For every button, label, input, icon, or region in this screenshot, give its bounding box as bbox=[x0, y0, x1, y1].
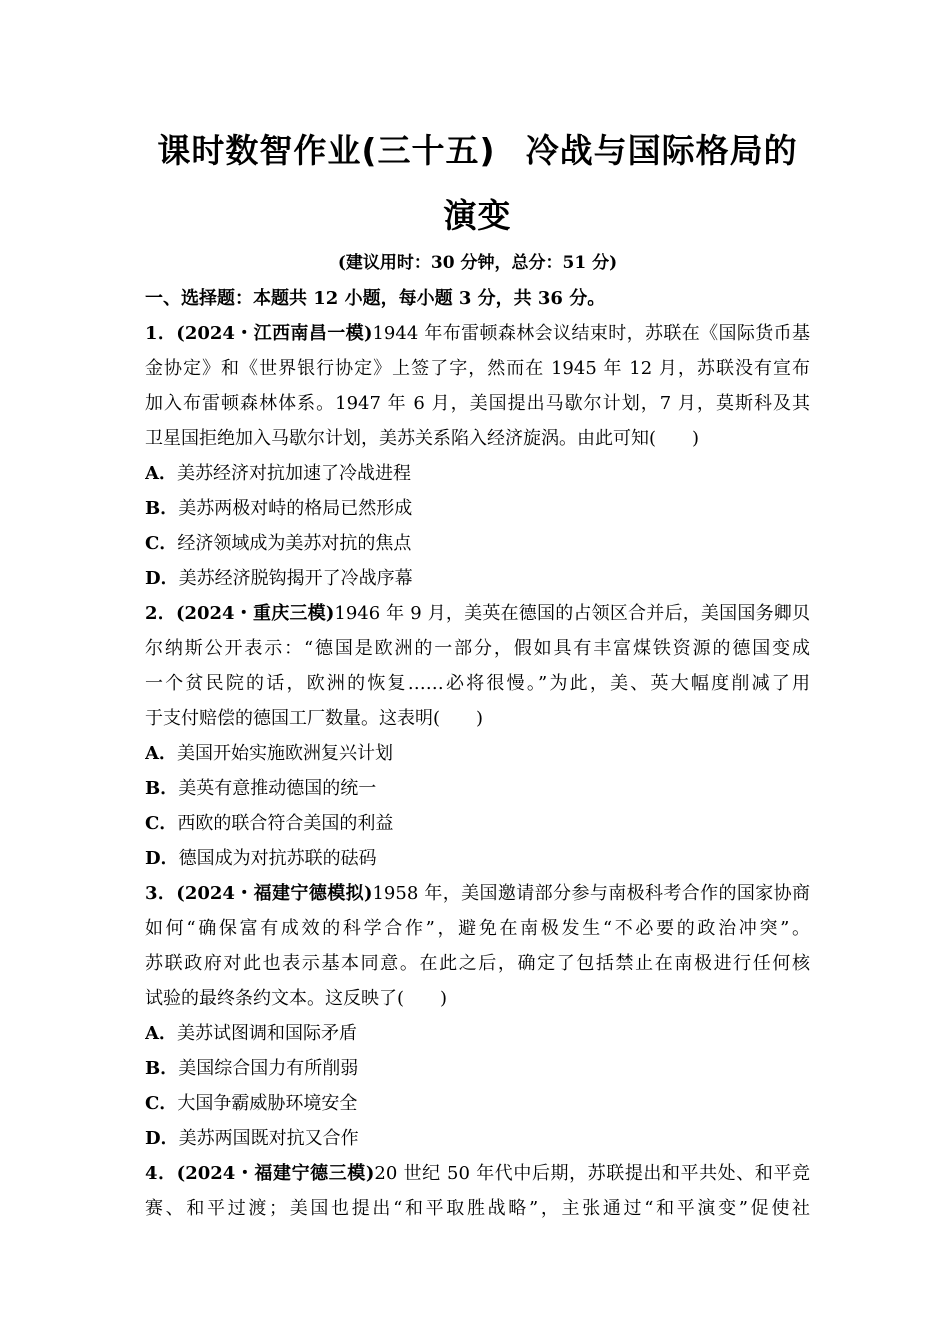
option-b[interactable]: B．美苏两极对峙的格局已然形成 bbox=[145, 498, 413, 519]
question-line: 加入布雷顿森林体系。1947 年 6 月，美国提出马歇尔计划，7 月，莫斯科及其 bbox=[145, 393, 810, 414]
option-c[interactable]: C．大国争霸威胁环境安全 bbox=[145, 1093, 358, 1114]
question-line: 卫星国拒绝加入马歇尔计划，美苏关系陷入经济旋涡。由此可知( ) bbox=[145, 428, 700, 449]
option-c[interactable]: C．西欧的联合符合美国的利益 bbox=[145, 813, 394, 834]
question-line: 金协定》和《世界银行协定》上签了字，然而在 1945 年 12 月，苏联没有宣布 bbox=[145, 358, 810, 379]
option-a[interactable]: A．美苏试图调和国际矛盾 bbox=[145, 1023, 357, 1044]
option-b[interactable]: B．美英有意推动德国的统一 bbox=[145, 778, 377, 799]
exercise-content bbox=[145, 281, 810, 1226]
question-line: 2．(2024・重庆三模)1946 年 9 月，美英在德国的占领区合并后，美国国务卿贝 bbox=[145, 603, 810, 624]
question-source: (2024・福建宁德三模) bbox=[176, 1163, 375, 1184]
option-c[interactable]: C．经济领域成为美苏对抗的焦点 bbox=[145, 533, 412, 554]
question-source: (2024・江西南昌一模) bbox=[176, 323, 373, 344]
option-d[interactable]: D．美苏经济脱钩揭开了冷战序幕 bbox=[145, 568, 413, 589]
page-title bbox=[145, 125, 810, 172]
question-line: 3．(2024・福建宁德模拟)1958 年，美国邀请部分参与南极科考合作的国家协商 bbox=[145, 883, 810, 904]
question-line: 试验的最终条约文本。这反映了( ) bbox=[145, 988, 448, 1009]
page-title-continued: 演变 bbox=[443, 196, 512, 235]
title-main: 课时数智作业(三十五) bbox=[157, 131, 496, 170]
question-4 bbox=[145, 1156, 810, 1226]
option-a[interactable]: A．美苏经济对抗加速了冷战进程 bbox=[145, 463, 411, 484]
section-heading: 一、选择题：本题共 12 小题，每小题 3 分，共 36 分。 bbox=[145, 288, 606, 309]
option-d[interactable]: D．美苏两国既对抗又合作 bbox=[145, 1128, 359, 1149]
question-source: (2024・福建宁德模拟) bbox=[176, 883, 373, 904]
question-line: 一个贫民院的话，欧洲的恢复……必将很慢。”为此，美、英大幅度削减了用 bbox=[145, 673, 810, 694]
question-line: 于支付赔偿的德国工厂数量。这表明( ) bbox=[145, 708, 484, 729]
question-3 bbox=[145, 876, 810, 1156]
option-d[interactable]: D．德国成为对抗苏联的砝码 bbox=[145, 848, 377, 869]
question-line: 如何“确保富有成效的科学合作”，避免在南极发生“不必要的政治冲突”。 bbox=[145, 918, 810, 939]
title-sub: 冷战与国际格局的 bbox=[525, 131, 798, 170]
time-score-note: (建议用时：30 分钟，总分：51 分) bbox=[337, 253, 618, 273]
question-source: (2024・重庆三模) bbox=[175, 603, 335, 624]
question-1 bbox=[145, 316, 810, 596]
question-line: 1．(2024・江西南昌一模)1944 年布雷顿森林会议结束时，苏联在《国际货币基 bbox=[145, 323, 810, 344]
question-line: 尔纳斯公开表示：“德国是欧洲的一部分，假如具有丰富煤铁资源的德国变成 bbox=[145, 638, 810, 659]
option-a[interactable]: A．美国开始实施欧洲复兴计划 bbox=[145, 743, 393, 764]
question-line: 苏联政府对此也表示基本同意。在此之后，确定了包括禁止在南极进行任何核 bbox=[145, 953, 810, 974]
question-line: 4．(2024・福建宁德三模)20 世纪 50 年代中后期，苏联提出和平共处、和平竞 bbox=[145, 1163, 810, 1184]
option-b[interactable]: B．美国综合国力有所削弱 bbox=[145, 1058, 359, 1079]
question-line: 赛、和平过渡；美国也提出“和平取胜战略”，主张通过“和平演变”促使社 bbox=[145, 1198, 810, 1219]
question-2 bbox=[145, 596, 810, 876]
